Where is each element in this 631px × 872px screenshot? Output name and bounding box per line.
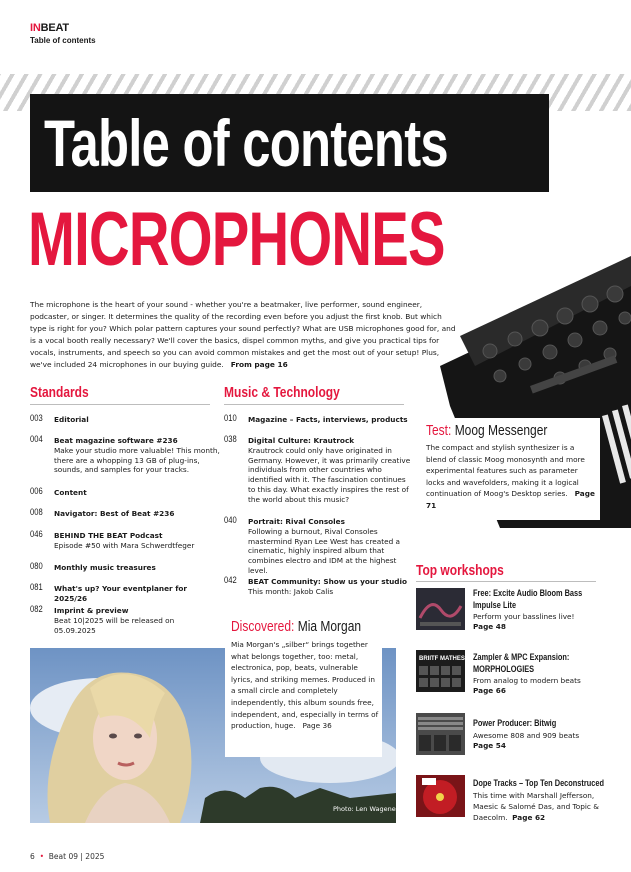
entry-title: Magazine – Facts, interviews, products [248, 415, 408, 424]
test-product-name: Moog Messenger [454, 422, 548, 439]
page-number: 6 [30, 852, 35, 861]
workshop-page: Page 48 [473, 622, 506, 631]
workshop-item[interactable] [473, 718, 623, 750]
entry-title: Imprint & preview [54, 606, 129, 615]
test-page: Page 71 [426, 489, 595, 510]
workshops-rule [416, 581, 596, 582]
entry-title: Editorial [54, 415, 89, 424]
entry-body: Make your studio more valuable! This month, there are a whopping 13 GB of plug-ins, sounds, and samples for your tracks. [54, 445, 220, 475]
entry-number: 010 [224, 413, 237, 424]
standards-rule [30, 404, 210, 405]
test-title [426, 422, 547, 439]
discovered-body: Mia Morgan's „silber“ brings together what belongs together, too: metal, electronica, pop, beats, vulnerable lyrics, and striking memes. Produced in a small circle and completely independently, this album sounds free, independent, and, especially in terms of production, huge. [231, 640, 379, 731]
toc-entry[interactable] [30, 488, 220, 500]
music-technology-heading: Music & Technology [224, 384, 340, 401]
workshop-thumbnail [416, 650, 465, 692]
discovered-page: Page 36 [302, 721, 332, 731]
toc-entry[interactable] [30, 509, 220, 521]
workshop-title: Power Producer: Bitwig [473, 718, 557, 728]
workshop-body: Perform your basslines live! [473, 612, 575, 621]
workshop-item[interactable] [473, 652, 623, 695]
entry-title: What's up? Your eventplaner for 2025/26 [54, 584, 187, 603]
workshop-item[interactable] [473, 778, 613, 823]
entry-number: 006 [30, 486, 43, 497]
workshop-title: Dope Tracks – Top Ten Deconstruced [473, 778, 604, 788]
entry-body: Following a burnout, Rival Consoles mastermind Ryan Lee West has created a cinematic, highly inspired album that combines electro and IDM at the highest level. [248, 526, 401, 575]
intro-text: The microphone is the heart of your sound - whether you're a beatmaker, live performer, sound engineer, podcaster, or singer. It determines the quality of the recording even before you adjust the first knob. But which type is right for you? Which polar pattern captures your sound perfectly? What are USB microphones good for, and is a vocal booth really necessary? We'll cover the basics, dispel common myths, and give you practical tips for vocals, instruments, and speech so you can avoid common mistakes and get the most out of your setup! Plus, we've included 24 microphones in our buying guide. [30, 300, 456, 370]
workshop-thumbnail [416, 713, 465, 755]
toc-entry[interactable] [30, 606, 220, 638]
workshop-body: From analog to modern beats [473, 676, 581, 685]
entry-body: Episode #50 with Mara Schwerdtfeger [54, 540, 195, 550]
test-body: The compact and stylish synthesizer is a blend of classic Moog monosynth and more experimental features such as parameter locks and wavefolders, making it a logical continuation of Moog's Desktop series. [426, 443, 585, 499]
entry-body: Beat 10|2025 will be released on 05.09.2025 [54, 615, 175, 635]
standards-heading: Standards [30, 384, 89, 401]
discovered-title [231, 618, 361, 635]
toc-entry[interactable] [224, 436, 414, 506]
toc-entry[interactable] [30, 415, 220, 427]
issue-label: Beat 09 | 2025 [48, 852, 105, 861]
toc-entry[interactable] [224, 415, 414, 427]
entry-title: Navigator: Best of Beat #236 [54, 509, 175, 518]
workshop-page: Page 66 [473, 686, 506, 695]
entry-number: 042 [224, 575, 237, 586]
discovered-label: Discovered: [231, 618, 295, 635]
thumbnail-label: BRIITF MATHES [419, 656, 465, 662]
page-footer [30, 852, 104, 861]
workshop-thumbnail [416, 588, 465, 630]
workshop-item[interactable] [473, 588, 603, 631]
magazine-logo: INBEAT [30, 22, 69, 34]
entry-title: BEAT Community: Show us your studio [248, 577, 408, 586]
test-label: Test: [426, 422, 452, 439]
entry-number: 038 [224, 434, 237, 445]
toc-entry[interactable] [30, 563, 220, 575]
discovered-artist-name: Mia Morgan [297, 618, 362, 635]
workshop-title: Zampler & MPC Expansion: MORPHOLOGIES [473, 652, 570, 674]
entry-body: Krautrock could only have originated in Germany. However, it was primarily creative individuals from other countries who identified with it. The fascination continues to this day. What exactly inspires the rest of the world about this music? [248, 445, 411, 504]
toc-entry[interactable] [30, 436, 220, 480]
entry-body: This month: Jakob Calis [248, 586, 334, 596]
workshops-heading: Top workshops [416, 562, 504, 579]
entry-number: 008 [30, 507, 43, 518]
feature-heading: MICROPHONES [28, 197, 445, 282]
entry-number: 082 [30, 604, 43, 615]
entry-title: Content [54, 488, 87, 497]
toc-entry[interactable] [224, 577, 414, 599]
entry-number: 003 [30, 413, 43, 424]
discovered-feature-box[interactable] [225, 612, 382, 757]
toc-entry[interactable] [30, 531, 220, 553]
page-title: Table of contents [44, 106, 448, 180]
entry-number: 040 [224, 515, 237, 526]
toc-entry[interactable] [224, 515, 414, 575]
photo-credit: Photo: Len Wagener [333, 805, 399, 813]
intro-page-ref: From page 16 [230, 360, 288, 370]
test-feature-box[interactable] [420, 418, 600, 520]
entry-number: 004 [30, 434, 43, 445]
entry-title: Monthly music treasures [54, 563, 156, 572]
workshop-page: Page 54 [473, 740, 506, 750]
entry-title: Beat magazine software #236 [54, 436, 178, 445]
section-label: Table of contents [30, 36, 96, 45]
entry-number: 046 [30, 529, 43, 540]
entry-number: 081 [30, 582, 43, 593]
footer-separator: • [39, 852, 44, 861]
workshop-page: Page 62 [512, 812, 546, 822]
workshop-body: This time with Marshall Jefferson, Maesic & Salomé Das, and Topic & Daecolm. [473, 790, 599, 822]
toc-entry[interactable] [30, 582, 220, 603]
music-technology-rule [224, 404, 404, 405]
entry-title: Portrait: Rival Consoles [248, 517, 345, 526]
entry-title: BEHIND THE BEAT Podcast [54, 531, 163, 540]
workshop-title: Free: Excite Audio Bloom Bass Impulse Lite [473, 588, 583, 610]
entry-number: 080 [30, 561, 43, 572]
workshop-thumbnail [416, 775, 465, 817]
feature-intro [30, 299, 460, 372]
workshop-body: Awesome 808 and 909 beats [473, 730, 580, 740]
entry-title: Digital Culture: Krautrock [248, 436, 355, 445]
